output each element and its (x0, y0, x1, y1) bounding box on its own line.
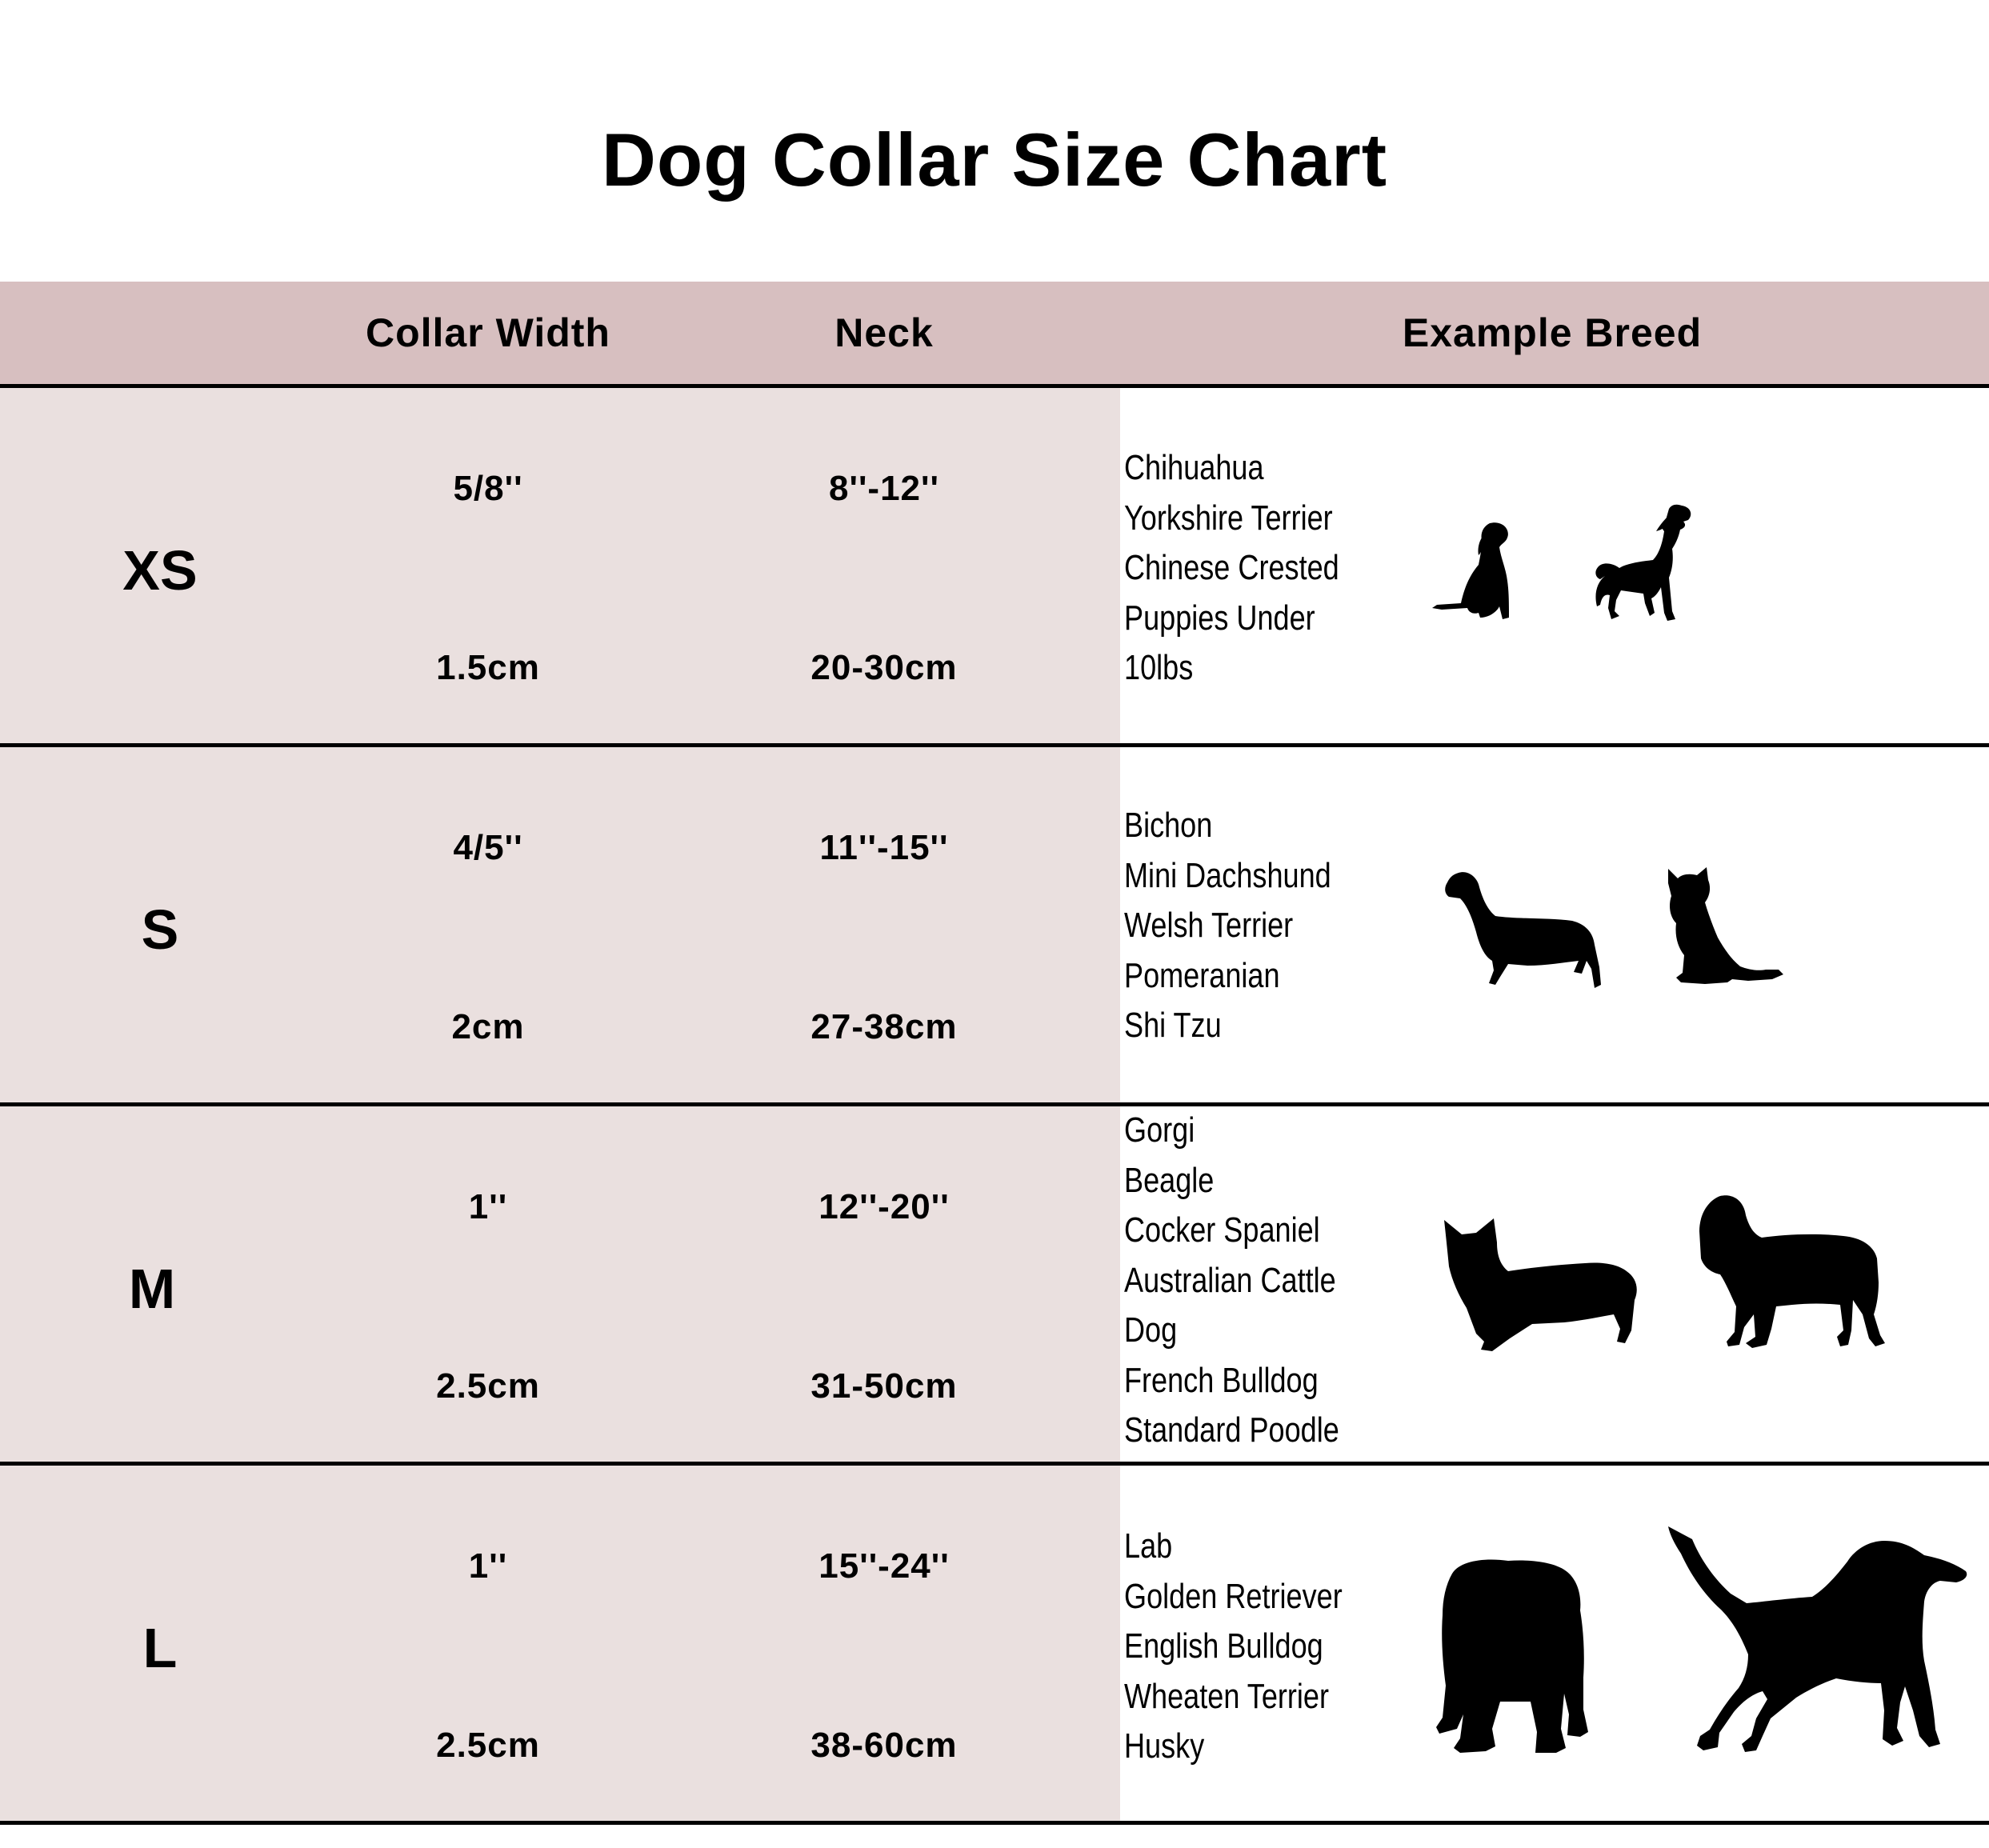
neck-inches: 15''-24'' (818, 1546, 950, 1586)
neck-inches: 8''-12'' (829, 469, 939, 508)
breed-item: Mini Dachshund (1124, 855, 1331, 895)
breed-item: 10lbs (1124, 648, 1194, 687)
breed-item: English Bulldog (1124, 1626, 1323, 1666)
collar-width-inches: 4/5'' (453, 828, 523, 867)
header-size (0, 282, 320, 384)
breed-item: Pomeranian (1124, 955, 1280, 995)
collar-width-inches: 1'' (468, 1187, 508, 1226)
breed-item: French Bulldog (1124, 1360, 1319, 1400)
collar-width-cm: 2.5cm (436, 1726, 540, 1765)
collar-width-cm: 2cm (451, 1007, 525, 1046)
neck-cm: 38-60cm (810, 1726, 958, 1765)
breed-item: Shi Tzu (1124, 1006, 1222, 1045)
table-row-m (0, 1106, 1989, 1466)
breed-item: Chinese Crested (1124, 548, 1339, 587)
breed-item: Lab (1124, 1526, 1173, 1566)
size-label: M (128, 1258, 176, 1320)
retriever-icon (1668, 1526, 1968, 1754)
breed-list (1124, 443, 1374, 694)
neck-cm: 31-50cm (810, 1366, 958, 1406)
page-title: Dog Collar Size Chart (601, 118, 1388, 202)
table-row-xs (0, 388, 1989, 747)
header-example-breed: Example Breed (1402, 310, 1703, 355)
breed-item: Yorkshire Terrier (1124, 498, 1333, 538)
neck-inches: 11''-15'' (819, 828, 949, 867)
breed-list (1124, 1522, 1374, 1772)
collar-width-inches: 5/8'' (453, 469, 523, 508)
spaniel-icon (1696, 1194, 1888, 1354)
neck-cm: 27-38cm (810, 1007, 958, 1046)
breed-item: Welsh Terrier (1124, 906, 1294, 945)
breed-list (1124, 1106, 1374, 1456)
collar-width-cm: 2.5cm (436, 1366, 540, 1406)
chinese-crested-icon (1592, 504, 1696, 624)
breed-item: Cocker Spaniel (1124, 1210, 1320, 1250)
bulldog-icon (1436, 1558, 1588, 1754)
breed-item: Gorgi (1124, 1110, 1195, 1150)
table-header (0, 282, 1989, 388)
breed-list (1124, 801, 1374, 1051)
sitting-puppy-icon (1432, 520, 1520, 624)
neck-cm: 20-30cm (810, 648, 958, 687)
size-label: L (142, 1617, 178, 1679)
breed-item: Golden Retriever (1124, 1576, 1343, 1616)
breed-item: Husky (1124, 1726, 1205, 1766)
collar-width-cm: 1.5cm (436, 648, 540, 687)
size-label: S (141, 898, 179, 961)
table-row-s (0, 747, 1989, 1106)
breed-item: Wheaten Terrier (1124, 1676, 1330, 1716)
breed-item: Standard Poodle (1124, 1410, 1339, 1450)
breed-item: Beagle (1124, 1160, 1215, 1200)
breed-item: Bichon (1124, 806, 1213, 845)
breed-item: Chihuahua (1124, 448, 1264, 487)
size-label: XS (122, 539, 198, 602)
collar-width-inches: 1'' (468, 1546, 508, 1586)
neck-inches: 12''-20'' (818, 1187, 950, 1226)
header-collar-width: Collar Width (366, 310, 610, 355)
sitting-terrier-icon (1660, 867, 1784, 987)
dachshund-icon (1444, 871, 1604, 991)
corgi-icon (1444, 1218, 1640, 1354)
breed-item: Australian Cattle (1124, 1260, 1336, 1300)
breed-item: Puppies Under (1124, 598, 1315, 638)
header-neck-circumference: Neck (834, 310, 934, 355)
breed-item: Dog (1124, 1310, 1178, 1350)
table-row-l (0, 1466, 1989, 1825)
